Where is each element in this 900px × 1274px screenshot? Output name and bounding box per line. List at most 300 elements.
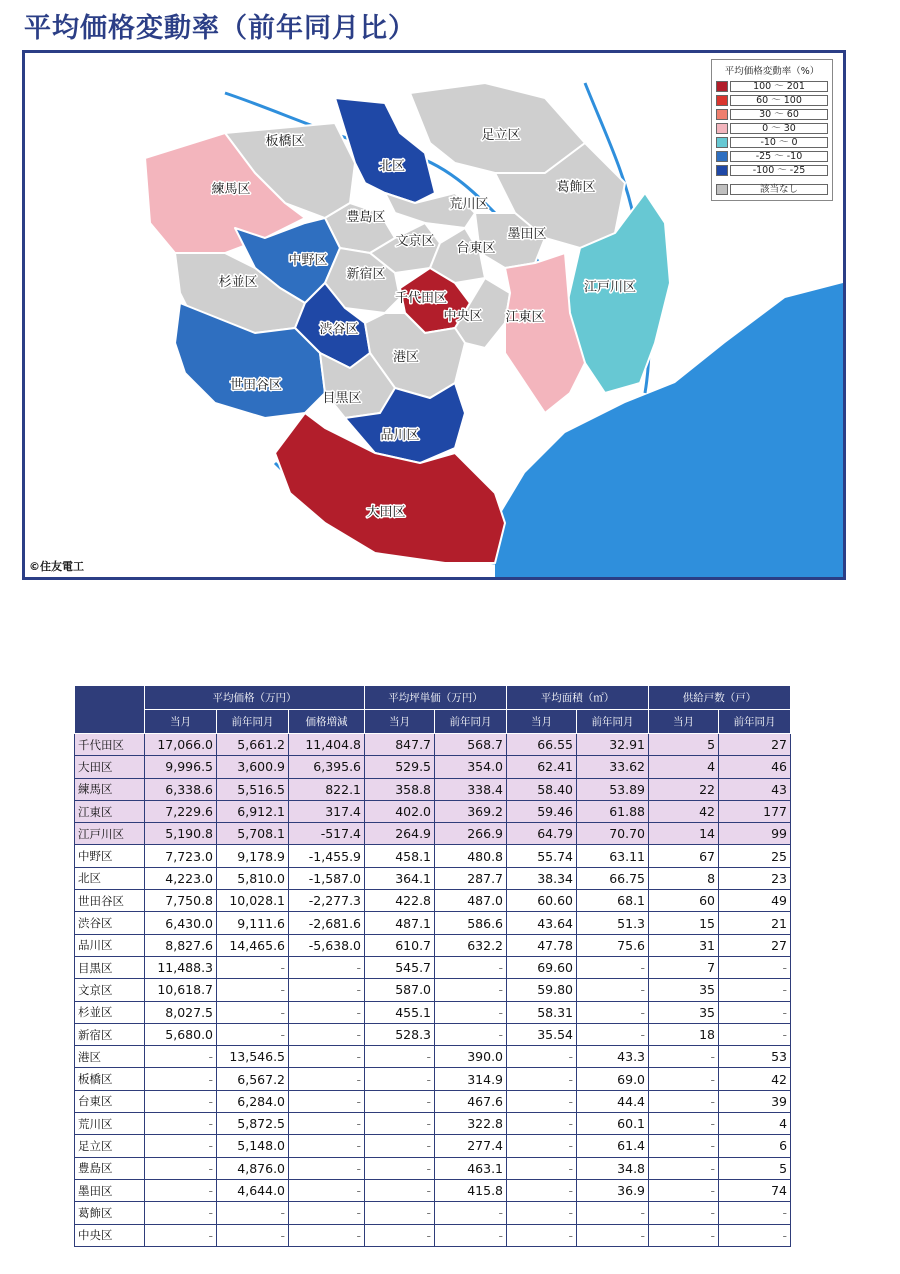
table-cell: - <box>365 1179 435 1201</box>
table-cell: - <box>145 1224 217 1246</box>
table-cell: 55.74 <box>507 845 577 867</box>
table-cell: 70.70 <box>577 823 649 845</box>
table-cell: - <box>365 1202 435 1224</box>
table-cell: - <box>365 1090 435 1112</box>
group-header: 平均価格（万円） <box>145 686 365 710</box>
table-row <box>75 1179 791 1201</box>
table-cell: 62.41 <box>507 756 577 778</box>
table-cell: - <box>649 1113 719 1135</box>
table-cell: - <box>145 1068 217 1090</box>
ward-cell: 中央区 <box>75 1224 145 1246</box>
table-cell: 61.88 <box>577 800 649 822</box>
table-cell: 358.8 <box>365 778 435 800</box>
table-cell: 21 <box>719 912 791 934</box>
ward-label: 江戸川区 <box>583 280 637 295</box>
table-cell: - <box>649 1068 719 1090</box>
table-cell: - <box>719 956 791 978</box>
table-cell: 487.0 <box>435 890 507 912</box>
table-cell: 338.4 <box>435 778 507 800</box>
table-cell: 480.8 <box>435 845 507 867</box>
legend-swatch <box>716 95 728 106</box>
table-cell: 6,430.0 <box>145 912 217 934</box>
table-cell: 35.54 <box>507 1023 577 1045</box>
table-cell: 4 <box>719 1113 791 1135</box>
table-cell: 43.64 <box>507 912 577 934</box>
legend-label: 0 ～ 30 <box>730 123 828 134</box>
table-cell: - <box>507 1179 577 1201</box>
table-cell: - <box>719 979 791 1001</box>
sub-header: 前年同月 <box>719 710 791 734</box>
ward-cell: 葛飾区 <box>75 1202 145 1224</box>
table-cell: - <box>289 1202 365 1224</box>
table-cell: 18 <box>649 1023 719 1045</box>
table-cell: - <box>289 1090 365 1112</box>
legend-label: 30 ～ 60 <box>730 109 828 120</box>
map-credit: ©住友電工 <box>29 560 84 573</box>
table-cell: 53 <box>719 1046 791 1068</box>
table-cell: 463.1 <box>435 1157 507 1179</box>
table-cell: - <box>649 1090 719 1112</box>
table-cell: - <box>145 1046 217 1068</box>
table-cell: 15 <box>649 912 719 934</box>
table-row <box>75 1068 791 1090</box>
table-cell: 10,618.7 <box>145 979 217 1001</box>
table-cell: 586.6 <box>435 912 507 934</box>
table-cell: - <box>365 1224 435 1246</box>
table-cell: - <box>289 1224 365 1246</box>
table-row <box>75 867 791 889</box>
table-row <box>75 1113 791 1135</box>
table-cell: 354.0 <box>435 756 507 778</box>
legend-swatch <box>716 151 728 162</box>
table-row <box>75 1135 791 1157</box>
table-cell: 13,546.5 <box>217 1046 289 1068</box>
table-cell: 5,680.0 <box>145 1023 217 1045</box>
table-cell: 7,750.8 <box>145 890 217 912</box>
ward-label: 中央区 <box>443 309 483 324</box>
table-cell: - <box>217 1202 289 1224</box>
table-cell: 177 <box>719 800 791 822</box>
ward-cell: 港区 <box>75 1046 145 1068</box>
table-cell: 46 <box>719 756 791 778</box>
table-cell: 455.1 <box>365 1001 435 1023</box>
table-cell: 9,996.5 <box>145 756 217 778</box>
table-cell: - <box>365 1046 435 1068</box>
table-cell: 60.60 <box>507 890 577 912</box>
ward-cell: 品川区 <box>75 934 145 956</box>
legend-row <box>716 94 828 107</box>
table-sub-header-row <box>75 710 791 734</box>
table-cell: 5,872.5 <box>217 1113 289 1135</box>
table-body <box>75 734 791 1247</box>
table-cell: 43 <box>719 778 791 800</box>
table-cell: 369.2 <box>435 800 507 822</box>
group-header: 平均坪単価（万円） <box>365 686 507 710</box>
table-cell: 17,066.0 <box>145 734 217 756</box>
table-cell: 545.7 <box>365 956 435 978</box>
table-cell: - <box>289 1157 365 1179</box>
table-row <box>75 756 791 778</box>
ward-label: 墨田区 <box>507 227 547 242</box>
price-table <box>74 685 791 1247</box>
table-cell: 69.60 <box>507 956 577 978</box>
table-cell: - <box>289 1068 365 1090</box>
table-cell: -517.4 <box>289 823 365 845</box>
ward-cell: 目黒区 <box>75 956 145 978</box>
table-cell: - <box>217 979 289 1001</box>
table-cell: 8 <box>649 867 719 889</box>
table-cell: 27 <box>719 734 791 756</box>
ward-label: 足立区 <box>481 128 521 143</box>
table-cell: 74 <box>719 1179 791 1201</box>
legend-swatch <box>716 81 728 92</box>
table-row <box>75 845 791 867</box>
table-cell: - <box>577 1202 649 1224</box>
table-row <box>75 1001 791 1023</box>
legend-swatch <box>716 123 728 134</box>
page-title: 平均価格変動率（前年同月比） <box>24 13 416 44</box>
table-cell: 4,876.0 <box>217 1157 289 1179</box>
table-row <box>75 890 791 912</box>
ward-label: 葛飾区 <box>556 180 596 195</box>
table-cell: - <box>435 979 507 1001</box>
table-cell: 266.9 <box>435 823 507 845</box>
ward-cell: 世田谷区 <box>75 890 145 912</box>
table-cell: 58.40 <box>507 778 577 800</box>
table-cell: 69.0 <box>577 1068 649 1090</box>
table-cell: 66.55 <box>507 734 577 756</box>
table-cell: 390.0 <box>435 1046 507 1068</box>
table-cell: - <box>365 1068 435 1090</box>
table-cell: - <box>577 1224 649 1246</box>
table-cell: 487.1 <box>365 912 435 934</box>
ward-label: 品川区 <box>380 428 420 443</box>
table-cell: 43.3 <box>577 1046 649 1068</box>
table-cell: 33.62 <box>577 756 649 778</box>
table-cell: 568.7 <box>435 734 507 756</box>
table-group-header-row <box>75 686 791 710</box>
table-cell: 6,912.1 <box>217 800 289 822</box>
table-cell: 8,027.5 <box>145 1001 217 1023</box>
ward-label: 豊島区 <box>346 210 386 225</box>
ward-label: 北区 <box>378 159 406 174</box>
table-cell: 14,465.6 <box>217 934 289 956</box>
legend-label: -25 ～ -10 <box>730 151 828 162</box>
ward-cell: 豊島区 <box>75 1157 145 1179</box>
legend-swatch <box>716 109 728 120</box>
table-cell: 317.4 <box>289 800 365 822</box>
table-cell: - <box>507 1135 577 1157</box>
legend-label: -100 ～ -25 <box>730 165 828 176</box>
table-cell: 47.78 <box>507 934 577 956</box>
ward-label: 荒川区 <box>449 197 489 212</box>
table-cell: 364.1 <box>365 867 435 889</box>
table-cell: - <box>365 1135 435 1157</box>
table-cell: 60.1 <box>577 1113 649 1135</box>
table-cell: 6,567.2 <box>217 1068 289 1090</box>
table-cell: 75.6 <box>577 934 649 956</box>
ward-label: 新宿区 <box>346 267 386 282</box>
sub-header: 当月 <box>145 710 217 734</box>
table-cell: - <box>289 1001 365 1023</box>
table-cell: - <box>507 1224 577 1246</box>
table-cell: 25 <box>719 845 791 867</box>
table-cell: 39 <box>719 1090 791 1112</box>
table-cell: - <box>365 1157 435 1179</box>
table-cell: 7,229.6 <box>145 800 217 822</box>
table-cell: 4,223.0 <box>145 867 217 889</box>
legend-swatch <box>716 184 728 195</box>
table-cell: - <box>577 956 649 978</box>
table-cell: -1,587.0 <box>289 867 365 889</box>
table-cell: 458.1 <box>365 845 435 867</box>
table-row <box>75 979 791 1001</box>
ward-cell: 台東区 <box>75 1090 145 1112</box>
table-cell: - <box>289 956 365 978</box>
legend-label: -10 ～ 0 <box>730 137 828 148</box>
legend-row <box>716 136 828 149</box>
ward-column-header <box>75 686 145 734</box>
table-row <box>75 912 791 934</box>
table-cell: - <box>435 1224 507 1246</box>
table-row <box>75 734 791 756</box>
table-cell: 6,395.6 <box>289 756 365 778</box>
table-cell: 42 <box>649 800 719 822</box>
table-cell: 4,644.0 <box>217 1179 289 1201</box>
ward-cell: 渋谷区 <box>75 912 145 934</box>
map-legend <box>711 59 833 201</box>
ward-label: 大田区 <box>366 505 406 520</box>
table-cell: 7,723.0 <box>145 845 217 867</box>
table-cell: 53.89 <box>577 778 649 800</box>
table-cell: 34.8 <box>577 1157 649 1179</box>
table-cell: - <box>577 979 649 1001</box>
table-cell: - <box>507 1090 577 1112</box>
legend-row <box>716 122 828 135</box>
table-cell: 60 <box>649 890 719 912</box>
table-cell: - <box>507 1157 577 1179</box>
table-cell: - <box>719 1202 791 1224</box>
ward-cell: 荒川区 <box>75 1113 145 1135</box>
table-row <box>75 1023 791 1045</box>
table-cell: 11,404.8 <box>289 734 365 756</box>
ward-cell: 千代田区 <box>75 734 145 756</box>
ward-label: 文京区 <box>395 234 435 249</box>
table-cell: 99 <box>719 823 791 845</box>
price-table-container <box>74 685 790 1247</box>
sub-header: 当月 <box>649 710 719 734</box>
table-cell: - <box>145 1090 217 1112</box>
table-cell: 6 <box>719 1135 791 1157</box>
ward-label: 渋谷区 <box>319 322 359 337</box>
table-cell: -2,681.6 <box>289 912 365 934</box>
table-cell: 44.4 <box>577 1090 649 1112</box>
table-cell: - <box>145 1113 217 1135</box>
table-cell: - <box>719 1001 791 1023</box>
table-cell: - <box>217 1001 289 1023</box>
table-cell: 5,708.1 <box>217 823 289 845</box>
table-row <box>75 1224 791 1246</box>
sub-header: 前年同月 <box>577 710 649 734</box>
table-cell: 7 <box>649 956 719 978</box>
legend-row-na <box>716 183 828 196</box>
table-cell: 68.1 <box>577 890 649 912</box>
table-cell: 587.0 <box>365 979 435 1001</box>
table-cell: 9,111.6 <box>217 912 289 934</box>
table-cell: - <box>577 1001 649 1023</box>
table-cell: 5,190.8 <box>145 823 217 845</box>
table-cell: 322.8 <box>435 1113 507 1135</box>
table-cell: - <box>649 1135 719 1157</box>
table-cell: 36.9 <box>577 1179 649 1201</box>
ward-cell: 足立区 <box>75 1135 145 1157</box>
table-cell: 59.46 <box>507 800 577 822</box>
table-cell: 5,661.2 <box>217 734 289 756</box>
legend-row <box>716 80 828 93</box>
table-cell: - <box>289 1113 365 1135</box>
table-cell: 67 <box>649 845 719 867</box>
table-row <box>75 956 791 978</box>
table-cell: - <box>145 1135 217 1157</box>
ward-cell: 江戸川区 <box>75 823 145 845</box>
table-cell: - <box>719 1224 791 1246</box>
ward-map <box>22 50 846 580</box>
table-cell: - <box>507 1046 577 1068</box>
ward-cell: 練馬区 <box>75 778 145 800</box>
ward-label: 目黒区 <box>322 391 362 406</box>
table-cell: 528.3 <box>365 1023 435 1045</box>
sub-header: 当月 <box>507 710 577 734</box>
table-row <box>75 1046 791 1068</box>
ward-cell: 北区 <box>75 867 145 889</box>
table-cell: 35 <box>649 1001 719 1023</box>
ward-label: 千代田区 <box>394 291 448 306</box>
table-cell: 5,810.0 <box>217 867 289 889</box>
table-cell: 14 <box>649 823 719 845</box>
table-cell: 59.80 <box>507 979 577 1001</box>
table-cell: 32.91 <box>577 734 649 756</box>
table-cell: - <box>649 1179 719 1201</box>
table-cell: - <box>649 1157 719 1179</box>
table-cell: 58.31 <box>507 1001 577 1023</box>
table-cell: 847.7 <box>365 734 435 756</box>
legend-label: 該当なし <box>730 184 828 195</box>
legend-row <box>716 150 828 163</box>
table-row <box>75 1090 791 1112</box>
table-cell: -5,638.0 <box>289 934 365 956</box>
table-cell: - <box>217 1224 289 1246</box>
legend-swatch <box>716 137 728 148</box>
ward-cell: 板橋区 <box>75 1068 145 1090</box>
table-row <box>75 1157 791 1179</box>
table-row <box>75 934 791 956</box>
table-cell: 610.7 <box>365 934 435 956</box>
ward-label: 港区 <box>392 350 420 365</box>
table-cell: 314.9 <box>435 1068 507 1090</box>
table-cell: - <box>145 1157 217 1179</box>
table-cell: - <box>507 1068 577 1090</box>
table-row <box>75 778 791 800</box>
ward-label: 練馬区 <box>211 182 251 197</box>
ward-cell: 杉並区 <box>75 1001 145 1023</box>
table-cell: - <box>577 1023 649 1045</box>
table-cell: - <box>365 1113 435 1135</box>
table-cell: 632.2 <box>435 934 507 956</box>
table-cell: 8,827.6 <box>145 934 217 956</box>
table-cell: - <box>217 956 289 978</box>
table-cell: - <box>145 1202 217 1224</box>
table-cell: - <box>289 1046 365 1068</box>
legend-title: 平均価格変動率（%） <box>724 66 820 77</box>
table-cell: - <box>649 1202 719 1224</box>
table-cell: 6,338.6 <box>145 778 217 800</box>
ward-cell: 文京区 <box>75 979 145 1001</box>
table-cell: - <box>217 1023 289 1045</box>
table-row <box>75 1202 791 1224</box>
table-cell: - <box>145 1179 217 1201</box>
legend-row <box>716 164 828 177</box>
table-cell: - <box>507 1202 577 1224</box>
ward-label: 台東区 <box>456 241 496 256</box>
table-cell: 264.9 <box>365 823 435 845</box>
ward-label: 江東区 <box>505 310 545 325</box>
ward-label: 世田谷区 <box>229 378 283 393</box>
table-cell: - <box>289 979 365 1001</box>
table-cell: 5,148.0 <box>217 1135 289 1157</box>
table-cell: 31 <box>649 934 719 956</box>
legend-swatch <box>716 165 728 176</box>
table-cell: - <box>289 1135 365 1157</box>
ward-cell: 中野区 <box>75 845 145 867</box>
table-cell: 49 <box>719 890 791 912</box>
table-cell: - <box>507 1113 577 1135</box>
table-cell: - <box>649 1046 719 1068</box>
table-cell: 822.1 <box>289 778 365 800</box>
table-cell: 38.34 <box>507 867 577 889</box>
table-cell: 4 <box>649 756 719 778</box>
group-header: 供給戸数（戸） <box>649 686 791 710</box>
ward-label: 板橋区 <box>265 134 305 149</box>
ward-label: 杉並区 <box>218 275 258 290</box>
ward-label: 中野区 <box>288 253 328 268</box>
sub-header: 前年同月 <box>217 710 289 734</box>
legend-label: 60 ～ 100 <box>730 95 828 106</box>
table-cell: 51.3 <box>577 912 649 934</box>
table-cell: 23 <box>719 867 791 889</box>
table-row <box>75 800 791 822</box>
table-cell: - <box>435 1001 507 1023</box>
table-cell: 22 <box>649 778 719 800</box>
table-cell: 5 <box>719 1157 791 1179</box>
table-cell: 35 <box>649 979 719 1001</box>
table-cell: -2,277.3 <box>289 890 365 912</box>
table-cell: 5 <box>649 734 719 756</box>
sub-header: 価格増減 <box>289 710 365 734</box>
table-cell: 10,028.1 <box>217 890 289 912</box>
table-cell: - <box>719 1023 791 1045</box>
ward-cell: 江東区 <box>75 800 145 822</box>
table-cell: - <box>435 956 507 978</box>
table-cell: - <box>435 1202 507 1224</box>
table-cell: 415.8 <box>435 1179 507 1201</box>
table-cell: -1,455.9 <box>289 845 365 867</box>
group-header: 平均面積（㎡） <box>507 686 649 710</box>
table-cell: - <box>289 1023 365 1045</box>
table-cell: - <box>649 1224 719 1246</box>
legend-label: 100 ～ 201 <box>730 81 828 92</box>
table-cell: 11,488.3 <box>145 956 217 978</box>
sub-header: 当月 <box>365 710 435 734</box>
